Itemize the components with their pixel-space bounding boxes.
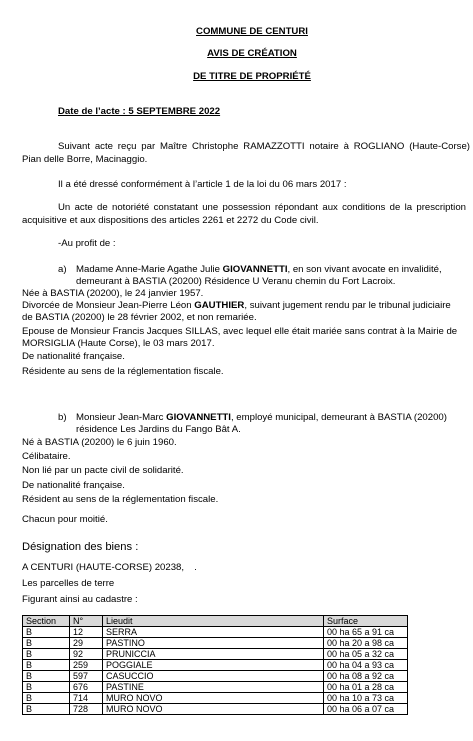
date-acte: Date de l’acte : 5 SEPTEMBRE 2022 [58, 106, 221, 117]
cell-lieudit: CASUCCIO [103, 671, 324, 682]
cell-lieudit: PASTINO [103, 638, 324, 649]
cell-section: B [23, 660, 70, 671]
table-row [23, 660, 408, 671]
cell-lieudit: MURO NOVO [103, 693, 324, 704]
beneficiary-a-suffix: , en son vivant avocate en invalidité, [287, 264, 442, 275]
designation-heading: Désignation des biens : [22, 541, 139, 553]
cell-section: B [23, 671, 70, 682]
designation-parcelles: Les parcelles de terre [22, 578, 115, 589]
cell-surface: 00 ha 01 a 28 ca [324, 682, 408, 693]
cell-numero: 29 [70, 638, 103, 649]
divorce-surname: GAUTHIER [194, 300, 245, 311]
beneficiary-a-residence: Résidente au sens de la réglementation fiscale. [22, 366, 224, 377]
cell-surface: 00 ha 06 a 07 ca [324, 704, 408, 715]
header-section: Section [23, 616, 70, 627]
beneficiary-a-divorce [22, 300, 451, 312]
cell-lieudit: PRUNICCIA [103, 649, 324, 660]
cell-numero: 728 [70, 704, 103, 715]
cell-surface: 00 ha 08 a 92 ca [324, 671, 408, 682]
cell-section: B [23, 693, 70, 704]
cadastre-table [22, 615, 408, 715]
avis-title: AVIS DE CRÉATION [207, 48, 297, 59]
cell-lieudit: POGGIALE [103, 660, 324, 671]
cell-numero: 597 [70, 671, 103, 682]
cell-lieudit: PASTINE [103, 682, 324, 693]
table-row [23, 649, 408, 660]
beneficiary-b-suffix: , employé municipal, demeurant à BASTIA (20200) [230, 412, 447, 423]
designation-location-suffix: . [194, 562, 197, 573]
item-marker-b: b) [58, 412, 67, 423]
header-lieudit: Lieudit [103, 616, 324, 627]
beneficiary-b-birth: Né à BASTIA (20200) le 6 juin 1960. [22, 437, 177, 448]
intro-paragraph-2: Il a été dressé conformément à l’article 1 de la loi du 06 mars 2017 : [58, 179, 347, 190]
cell-surface: 00 ha 05 a 32 ca [324, 649, 408, 660]
beneficiary-a-prefix: Madame Anne-Marie Agathe Julie [76, 264, 223, 275]
cell-section: B [23, 704, 70, 715]
beneficiary-a-line-1 [76, 264, 442, 276]
cell-numero: 92 [70, 649, 103, 660]
beneficiary-a-birth: Née à BASTIA (20200), le 24 janvier 1957. [22, 288, 204, 299]
designation-figurant: Figurant ainsi au cadastre : [22, 594, 138, 605]
intro-paragraph-3-line-1: Un acte de notoriété constatant une possession répondant aux conditions de la prescription [58, 202, 466, 213]
beneficiary-b-line-1 [76, 412, 447, 424]
table-row [23, 682, 408, 693]
cell-numero: 676 [70, 682, 103, 693]
beneficiary-a-spouse-line-1: Epouse de Monsieur Francis Jacques SILLAS, avec lequel elle était mariée sans contrat à la Mairie de [22, 326, 458, 337]
share-statement: Chacun pour moitié. [22, 514, 108, 525]
cadastre-header-row [23, 616, 408, 627]
intro-line-1: Suivant acte reçu par Maître Christophe RAMAZZOTTI notaire à ROGLIANO (Haute-Corse) [58, 141, 470, 152]
cell-lieudit: MURO NOVO [103, 704, 324, 715]
divorce-prefix: Divorcée de Monsieur Jean-Pierre Léon [22, 300, 195, 311]
beneficiary-a-nationality: De nationalité française. [22, 351, 125, 362]
titre-title: DE TITRE DE PROPRIÉTÉ [193, 71, 311, 82]
beneficiary-b-nationality: De nationalité française. [22, 480, 125, 491]
beneficiary-b-status: Célibataire. [22, 451, 71, 462]
beneficiary-a-surname: GIOVANNETTI [222, 264, 288, 275]
beneficiary-b-pacs: Non lié par un pacte civil de solidarité. [22, 465, 184, 476]
cell-numero: 714 [70, 693, 103, 704]
header-numero: N° [70, 616, 103, 627]
intro-paragraph-3-line-2: acquisitive et aux dispositions des articles 2261 et 2272 du Code civil. [22, 215, 319, 226]
beneficiary-b-address: résidence Les Jardins du Fango Bât A. [76, 424, 241, 435]
cell-lieudit: SERRA [103, 627, 324, 638]
intro-line-2: Pian delle Borre, Macinaggio. [22, 154, 148, 165]
au-profit-label: -Au profit de : [58, 238, 116, 249]
beneficiary-b-residence: Résident au sens de la réglementation fiscale. [22, 494, 219, 505]
item-marker-a: a) [58, 264, 67, 275]
cell-surface: 00 ha 04 a 93 ca [324, 660, 408, 671]
cell-surface: 00 ha 65 a 91 ca [324, 627, 408, 638]
cell-section: B [23, 682, 70, 693]
beneficiary-b-surname: GIOVANNETTI [166, 412, 231, 423]
table-row [23, 704, 408, 715]
table-row [23, 627, 408, 638]
beneficiary-a-spouse-line-2: MORSIGLIA (Haute Corse), le 03 mars 2017. [22, 338, 215, 349]
beneficiary-a-divorce-line-2: de BASTIA (20200) le 28 février 2002, et non remariée. [22, 312, 257, 323]
table-row [23, 638, 408, 649]
commune-title: COMMUNE DE CENTURI [196, 26, 308, 37]
cell-section: B [23, 627, 70, 638]
table-row [23, 693, 408, 704]
cell-section: B [23, 649, 70, 660]
header-surface: Surface [324, 616, 408, 627]
divorce-suffix: , suivant jugement rendu par le tribunal judiciaire [244, 300, 451, 311]
cell-surface: 00 ha 20 a 98 ca [324, 638, 408, 649]
beneficiary-b-prefix: Monsieur Jean-Marc [76, 412, 167, 423]
cell-numero: 12 [70, 627, 103, 638]
table-row [23, 671, 408, 682]
designation-location [22, 562, 197, 574]
cell-section: B [23, 638, 70, 649]
cell-surface: 00 ha 10 a 73 ca [324, 693, 408, 704]
beneficiary-a-address: demeurant à BASTIA (20200) Résidence U Veranu chemin du Fort Lacroix. [76, 276, 396, 287]
designation-location-text: A CENTURI (HAUTE-CORSE) 20238, [22, 562, 185, 573]
cell-numero: 259 [70, 660, 103, 671]
